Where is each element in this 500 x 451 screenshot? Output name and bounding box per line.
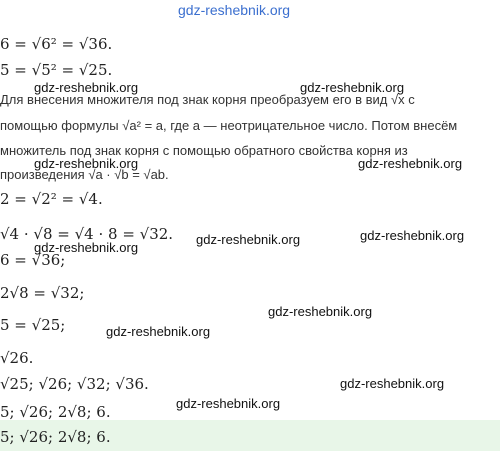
explanation-line-1: Для внесения множителя под знак корня преобразуем его в вид √x с: [0, 92, 415, 107]
explanation-line-3: множитель под знак корня с помощью обратного свойства корня из: [0, 143, 408, 158]
watermark: gdz-reshebnik.org: [34, 240, 139, 255]
watermark: gdz-reshebnik.org: [360, 228, 465, 243]
line-root-26: √26.: [0, 349, 34, 367]
watermark: gdz-reshebnik.org: [106, 324, 211, 339]
line-2-equals-root-4: 2 = √2² = √4.: [0, 190, 103, 208]
watermark: gdz-reshebnik.org: [34, 80, 139, 95]
line-sorted-values: 5; √26; 2√8; 6.: [0, 403, 111, 421]
watermark: gdz-reshebnik.org: [340, 376, 445, 391]
watermark: gdz-reshebnik.org: [196, 232, 301, 247]
watermark: gdz-reshebnik.org: [268, 304, 373, 319]
explanation-line-2: помощью формулы √a² = a, где a — неотрицательное число. Потом внесём: [0, 118, 458, 133]
line-2root8-root32: 2√8 = √32;: [0, 284, 85, 302]
explanation-line-4: произведения √a · √b = √ab.: [0, 167, 169, 182]
line-root-product: √4 · √8 = √4 · 8 = √32.: [0, 225, 174, 243]
line-6-equals-root-36: 6 = √6² = √36.: [0, 35, 113, 53]
line-5-root-25: 5 = √25;: [0, 316, 66, 334]
line-sorted-roots: √25; √26; √32; √36.: [0, 375, 149, 393]
watermark: gdz-reshebnik.org: [300, 80, 405, 95]
line-6-root-36: 6 = √36;: [0, 251, 66, 269]
watermark: gdz-reshebnik.org: [34, 156, 139, 171]
answer-line: 5; √26; 2√8; 6.: [0, 428, 111, 446]
line-5-equals-root-25: 5 = √5² = √25.: [0, 61, 113, 79]
watermark-top: gdz-reshebnik.org: [178, 2, 291, 18]
watermark: gdz-reshebnik.org: [176, 396, 281, 411]
watermark: gdz-reshebnik.org: [358, 156, 463, 171]
